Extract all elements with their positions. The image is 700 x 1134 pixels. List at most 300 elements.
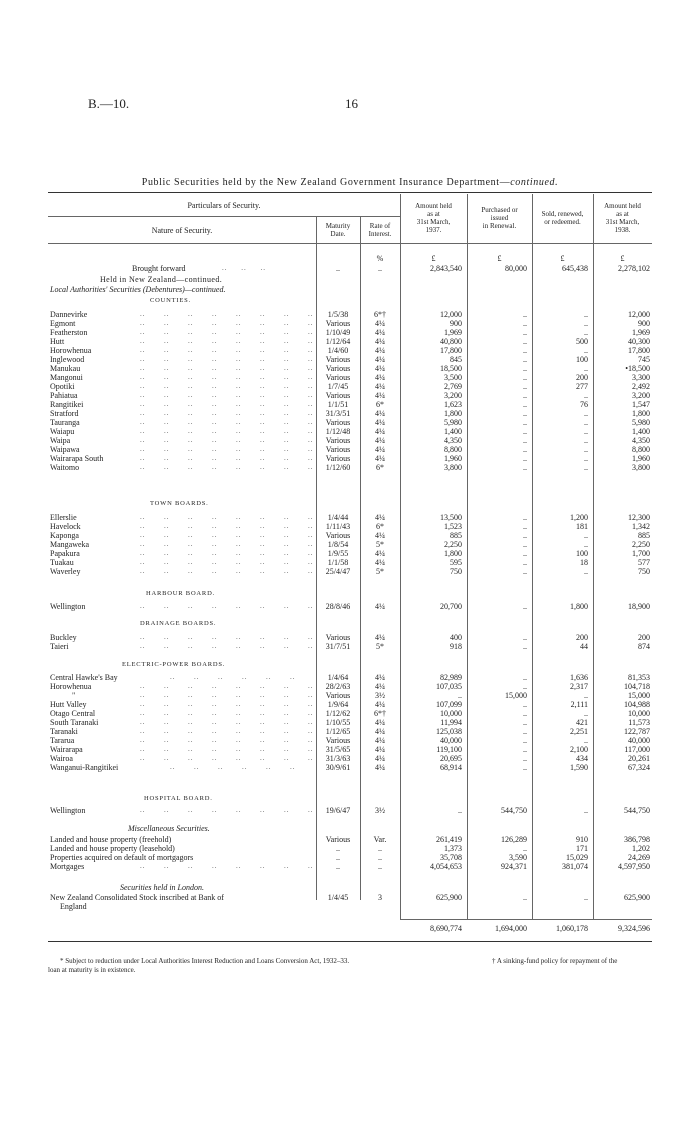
row-maturity-date: Various [325, 391, 351, 400]
row-held-1937: 3,200 [444, 391, 462, 400]
leader-dots: .. [140, 709, 146, 717]
leader-dots: .. [308, 513, 314, 521]
row-security-name: Taranaki [50, 727, 78, 736]
row-interest-rate: 5* [376, 540, 384, 549]
leader-dots: .. [260, 346, 266, 354]
leader-dots: .. [308, 373, 314, 381]
brought-forward-label: Brought forward [132, 264, 186, 273]
leader-dots: .. [236, 718, 242, 726]
row-held-1937: 1,960 [444, 454, 462, 463]
row-interest-rate: 4¼ [375, 754, 385, 763]
row-purchased: .. [523, 754, 527, 763]
row-sold: 100 [576, 549, 588, 558]
header-purchased-line: Purchased or [481, 206, 518, 214]
totals-rule [400, 919, 652, 920]
leader-dots: .. [308, 718, 314, 726]
leader-dots: .. [308, 400, 314, 408]
row-interest-rate: 4¼ [375, 409, 385, 418]
leader-dots: .. [140, 436, 146, 444]
leader-dots: .. [218, 673, 224, 681]
row-sold: 277 [576, 382, 588, 391]
row-purchased: .. [523, 436, 527, 445]
row-security-name-cont: England [60, 902, 87, 911]
header-held-1938-line: as at [616, 210, 629, 218]
total-held: 8,690,774 [430, 924, 462, 933]
leader-dots: .. [164, 642, 170, 650]
leader-dots: .. [260, 567, 266, 575]
row-interest-rate: Var. [373, 835, 387, 844]
row-held-1937: 3,500 [444, 373, 462, 382]
leader-dots: .. [140, 691, 146, 699]
row-sold: 44 [580, 642, 588, 651]
row-interest-rate: 5* [376, 567, 384, 576]
row-sold: .. [584, 691, 588, 700]
row-interest-rate: 4¼ [375, 673, 385, 682]
row-security-name: Wairoa [50, 754, 73, 763]
leader-dots: .. .. .. [222, 264, 266, 272]
leader-dots: .. [260, 745, 266, 753]
row-interest-rate: 6*† [374, 310, 386, 319]
leader-dots: .. [188, 409, 194, 417]
brought-forward-held38: 2,278,102 [618, 264, 650, 273]
row-purchased: 544,750 [501, 806, 527, 815]
leader-dots: .. [236, 310, 242, 318]
header-particulars: Particulars of Security. [187, 201, 261, 210]
leader-dots: .. [236, 549, 242, 557]
row-sold: .. [584, 445, 588, 454]
leader-dots: .. [164, 463, 170, 471]
header-bottom-rule [48, 243, 652, 244]
row-sold: 500 [576, 337, 588, 346]
row-maturity-date: .. [336, 853, 340, 862]
leader-dots: .. [140, 454, 146, 462]
leader-dots: .. [212, 736, 218, 744]
leader-dots: .. [260, 718, 266, 726]
section-heading-london: Securities held in London. [120, 883, 204, 892]
leader-dots: .. [188, 319, 194, 327]
leader-dots: .. [236, 709, 242, 717]
leader-dots: .. [260, 531, 266, 539]
leader-dots: .. [164, 745, 170, 753]
unit-pound: £ [560, 254, 565, 263]
row-held-1938: 8,800 [632, 445, 650, 454]
leader-dots: .. [140, 549, 146, 557]
leader-dots: .. [212, 346, 218, 354]
leader-dots: .. [284, 328, 290, 336]
leader-dots: .. [284, 709, 290, 717]
section-heading-local-authorities: Local Authorities' Securities (Debentures)—continued. [50, 285, 226, 294]
row-purchased: 3,590 [509, 853, 527, 862]
row-sold: .. [584, 567, 588, 576]
row-maturity-date: Various [325, 319, 351, 328]
row-sold: .. [584, 454, 588, 463]
row-sold: 1,590 [570, 763, 588, 772]
leader-dots: .. [236, 745, 242, 753]
leader-dots: .. [236, 642, 242, 650]
leader-dots: .. [308, 522, 314, 530]
row-security-name: Hutt [50, 337, 65, 346]
leader-dots: .. [308, 427, 314, 435]
row-held-1938: 11,573 [628, 718, 650, 727]
row-interest-rate: 4¼ [375, 549, 385, 558]
leader-dots: .. [260, 310, 266, 318]
brought-forward-sold: 645,438 [562, 264, 588, 273]
leader-dots: .. [284, 549, 290, 557]
leader-dots: .. [164, 602, 170, 610]
leader-dots: .. [140, 540, 146, 548]
row-maturity-date: 30/9/61 [325, 763, 351, 772]
row-held-1938: 40,300 [628, 337, 650, 346]
leader-dots: .. [188, 418, 194, 426]
leader-dots: .. [236, 409, 242, 417]
leader-dots: .. [164, 454, 170, 462]
row-security-name: Wellington [50, 806, 86, 815]
leader-dots: .. [260, 558, 266, 566]
leader-dots: .. [284, 400, 290, 408]
row-security-name: Pahiatua [50, 391, 78, 400]
row-interest-rate: 4¼ [375, 736, 385, 745]
leader-dots: .. [308, 310, 314, 318]
row-maturity-date: 1/12/65 [325, 727, 351, 736]
row-held-1937: 40,800 [440, 337, 462, 346]
header-held-1937-line: 31st March, [416, 218, 451, 226]
leader-dots: .. [308, 463, 314, 471]
leader-dots: .. [260, 373, 266, 381]
row-interest-rate: 4¼ [375, 382, 385, 391]
leader-dots: .. [212, 463, 218, 471]
leader-dots: .. [236, 364, 242, 372]
row-maturity-date: .. [336, 862, 340, 871]
row-interest-rate: 4¼ [375, 763, 385, 772]
row-sold: 171 [576, 844, 588, 853]
row-held-1938: 900 [638, 319, 650, 328]
leader-dots: .. [236, 400, 242, 408]
row-held-1937: .. [458, 806, 462, 815]
header-nature: Nature of Security. [151, 226, 213, 235]
leader-dots: .. [188, 337, 194, 345]
row-sold: 200 [576, 633, 588, 642]
leader-dots: .. [140, 355, 146, 363]
leader-dots: .. [188, 754, 194, 762]
leader-dots: .. [188, 513, 194, 521]
row-purchased: 15,000 [505, 691, 527, 700]
leader-dots: .. [260, 436, 266, 444]
row-security-name: " [72, 691, 76, 700]
leader-dots: .. [164, 727, 170, 735]
row-maturity-date: 19/6/47 [325, 806, 351, 815]
row-interest-rate: 4¼ [375, 445, 385, 454]
row-sold: .. [584, 436, 588, 445]
leader-dots: .. [212, 373, 218, 381]
row-held-1938: 117,000 [624, 745, 650, 754]
row-interest-rate: 6*† [374, 709, 386, 718]
leader-dots: .. [164, 549, 170, 557]
row-held-1937: 11,994 [440, 718, 462, 727]
leader-dots: .. [308, 558, 314, 566]
leader-dots: .. [188, 745, 194, 753]
leader-dots: .. [164, 310, 170, 318]
leader-dots: .. [212, 319, 218, 327]
leader-dots: .. [260, 337, 266, 345]
leader-dots: .. [140, 418, 146, 426]
row-held-1937: 12,000 [440, 310, 462, 319]
row-interest-rate: 3½ [375, 806, 385, 815]
row-maturity-date: Various [325, 364, 351, 373]
leader-dots: .. [140, 513, 146, 521]
row-held-1937: 68,914 [440, 763, 462, 772]
header-held-1938-line: Amount held [604, 202, 641, 210]
row-held-1937: 1,373 [444, 844, 462, 853]
row-sold: 2,111 [570, 700, 588, 709]
leader-dots: .. [236, 328, 242, 336]
row-security-name: Landed and house property (freehold) [50, 835, 172, 844]
leader-dots: .. [188, 427, 194, 435]
row-held-1937: 750 [450, 567, 462, 576]
leader-dots: .. [170, 763, 176, 771]
leader-dots: .. [140, 602, 146, 610]
row-sold: 2,100 [570, 745, 588, 754]
row-sold: 2,251 [570, 727, 588, 736]
row-held-1938: 20,261 [628, 754, 650, 763]
leader-dots: .. [260, 463, 266, 471]
leader-dots: .. [308, 409, 314, 417]
leader-dots: .. [284, 745, 290, 753]
leader-dots: .. [188, 718, 194, 726]
row-held-1938: 3,800 [632, 463, 650, 472]
row-purchased: .. [523, 310, 527, 319]
row-security-name: Central Hawke's Bay [50, 673, 118, 682]
row-sold: .. [584, 409, 588, 418]
leader-dots: .. [140, 463, 146, 471]
row-purchased: 126,289 [501, 835, 527, 844]
leader-dots: .. [188, 549, 194, 557]
row-sold: .. [584, 463, 588, 472]
leader-dots: .. [212, 355, 218, 363]
leader-dots: .. [236, 319, 242, 327]
leader-dots: .. [212, 727, 218, 735]
row-security-name: Dannevirke [50, 310, 88, 319]
leader-dots: .. [188, 373, 194, 381]
leader-dots: .. [260, 642, 266, 650]
row-held-1937: 17,800 [440, 346, 462, 355]
leader-dots: .. [164, 700, 170, 708]
row-purchased: .. [523, 328, 527, 337]
row-maturity-date: 1/1/58 [327, 558, 349, 567]
row-security-name: Manukau [50, 364, 81, 373]
row-held-1938: 625,900 [624, 893, 650, 902]
row-purchased: .. [523, 391, 527, 400]
row-held-1938: 1,342 [632, 522, 650, 531]
row-security-name: Tararua [50, 736, 75, 745]
leader-dots: .. [260, 549, 266, 557]
leader-dots: .. [194, 763, 200, 771]
row-maturity-date: Various [325, 418, 351, 427]
row-held-1937: 35,708 [440, 853, 462, 862]
row-security-name: Inglewood [50, 355, 85, 364]
leader-dots: .. [260, 754, 266, 762]
row-held-1937: 4,350 [444, 436, 462, 445]
header-purchased-line: in Renewal. [482, 222, 517, 230]
leader-dots: .. [140, 409, 146, 417]
leader-dots: .. [236, 862, 242, 870]
row-security-name: Wairarapa [50, 745, 83, 754]
row-sold: .. [584, 310, 588, 319]
row-sold: 76 [580, 400, 588, 409]
leader-dots: .. [236, 558, 242, 566]
leader-dots: .. [308, 602, 314, 610]
row-maturity-date: 1/7/45 [327, 382, 349, 391]
leader-dots: .. [212, 700, 218, 708]
leader-dots: .. [164, 522, 170, 530]
leader-dots: .. [260, 454, 266, 462]
leader-dots: .. [284, 642, 290, 650]
leader-dots: .. [308, 319, 314, 327]
row-held-1937: 400 [450, 633, 462, 642]
row-purchased: .. [523, 682, 527, 691]
section-heading-hospital-board: HOSPITAL BOARD. [144, 795, 213, 802]
leader-dots: .. [140, 328, 146, 336]
leader-dots: .. [308, 700, 314, 708]
row-interest-rate: 4¼ [375, 355, 385, 364]
row-interest-rate: 5* [376, 642, 384, 651]
leader-dots: .. [308, 454, 314, 462]
leader-dots: .. [140, 806, 146, 814]
row-maturity-date: Various [325, 436, 351, 445]
leader-dots: .. [260, 400, 266, 408]
row-held-1938: 3,300 [632, 373, 650, 382]
header-held-1937-line: 1937. [425, 226, 442, 234]
leader-dots: .. [260, 382, 266, 390]
row-sold: .. [584, 709, 588, 718]
row-held-1938: 104,718 [624, 682, 650, 691]
brought-forward-held: 2,843,540 [430, 264, 462, 273]
leader-dots: .. [164, 355, 170, 363]
leader-dots: .. [308, 391, 314, 399]
section-heading-town-boards: TOWN BOARDS. [150, 500, 209, 507]
leader-dots: .. [308, 540, 314, 548]
row-maturity-date: 31/7/51 [325, 642, 351, 651]
leader-dots: .. [164, 754, 170, 762]
row-held-1937: 1,623 [444, 400, 462, 409]
row-held-1938: 104,988 [624, 700, 650, 709]
row-held-1937: 13,500 [440, 513, 462, 522]
row-security-name: Waipawa [50, 445, 80, 454]
leader-dots: .. [260, 727, 266, 735]
row-held-1938: 67,324 [628, 763, 650, 772]
row-security-name: Egmont [50, 319, 76, 328]
row-security-name: Featherston [50, 328, 88, 337]
leader-dots: .. [284, 391, 290, 399]
leader-dots: .. [188, 558, 194, 566]
row-held-1938: 5,980 [632, 418, 650, 427]
leader-dots: .. [284, 700, 290, 708]
leader-dots: .. [260, 418, 266, 426]
leader-dots: .. [188, 346, 194, 354]
row-sold: .. [584, 806, 588, 815]
row-held-1938: 10,000 [628, 709, 650, 718]
row-held-1937: 82,989 [440, 673, 462, 682]
leader-dots: .. [188, 382, 194, 390]
leader-dots: .. [188, 567, 194, 575]
row-maturity-date: 1/9/55 [327, 549, 349, 558]
leader-dots: .. [140, 445, 146, 453]
row-security-name: Taieri [50, 642, 69, 651]
row-purchased: .. [523, 763, 527, 772]
leader-dots: .. [212, 418, 218, 426]
particulars-rule [48, 216, 400, 217]
row-held-1938: 1,800 [632, 409, 650, 418]
row-sold: 200 [576, 373, 588, 382]
leader-dots: .. [260, 445, 266, 453]
row-interest-rate: 4¼ [375, 602, 385, 611]
header-purchased [467, 206, 532, 230]
leader-dots: .. [212, 718, 218, 726]
row-held-1938: 1,700 [632, 549, 650, 558]
row-security-name: Hutt Valley [50, 700, 87, 709]
leader-dots: .. [242, 763, 248, 771]
row-sold: .. [584, 364, 588, 373]
table-title-main: Public Securities held by the New Zealand Government Insurance Department— [141, 177, 511, 188]
leader-dots: .. [308, 531, 314, 539]
row-purchased: .. [523, 364, 527, 373]
row-security-name: Waverley [50, 567, 81, 576]
row-held-1937: .. [458, 691, 462, 700]
leader-dots: .. [140, 642, 146, 650]
leader-dots: .. [284, 445, 290, 453]
row-security-name: South Taranaki [50, 718, 99, 727]
leader-dots: .. [284, 531, 290, 539]
row-held-1938: 4,350 [632, 436, 650, 445]
row-maturity-date: 1/10/49 [325, 328, 351, 337]
row-purchased: .. [523, 463, 527, 472]
leader-dots: .. [236, 346, 242, 354]
header-held-1938-line: 31st March, [605, 218, 640, 226]
leader-dots: .. [188, 436, 194, 444]
row-interest-rate: 4¼ [375, 328, 385, 337]
leader-dots: .. [308, 436, 314, 444]
leader-dots: .. [164, 806, 170, 814]
leader-dots: .. [242, 673, 248, 681]
row-security-name: Kaponga [50, 531, 79, 540]
total-held38: 9,324,596 [618, 924, 650, 933]
leader-dots: .. [188, 310, 194, 318]
leader-dots: .. [290, 673, 296, 681]
row-interest-rate: 4¼ [375, 418, 385, 427]
row-held-1938: 40,000 [628, 736, 650, 745]
row-sold: 1,636 [570, 673, 588, 682]
row-sold: .. [584, 736, 588, 745]
row-interest-rate: 4¼ [375, 558, 385, 567]
row-maturity-date: Various [325, 736, 351, 745]
unit-percent: % [376, 254, 384, 263]
row-purchased: .. [523, 382, 527, 391]
leader-dots: .. [308, 549, 314, 557]
leader-dots: .. [140, 531, 146, 539]
leader-dots: .. [212, 602, 218, 610]
leader-dots: .. [284, 355, 290, 363]
row-purchased: .. [523, 337, 527, 346]
row-sold: .. [584, 391, 588, 400]
row-sold: .. [584, 319, 588, 328]
row-sold: 434 [576, 754, 588, 763]
leader-dots: .. [212, 633, 218, 641]
leader-dots: .. [140, 736, 146, 744]
leader-dots: .. [260, 806, 266, 814]
row-purchased: .. [523, 400, 527, 409]
leader-dots: .. [284, 337, 290, 345]
row-purchased: .. [523, 445, 527, 454]
section-heading-drainage-boards: DRAINAGE BOARDS. [140, 620, 217, 627]
